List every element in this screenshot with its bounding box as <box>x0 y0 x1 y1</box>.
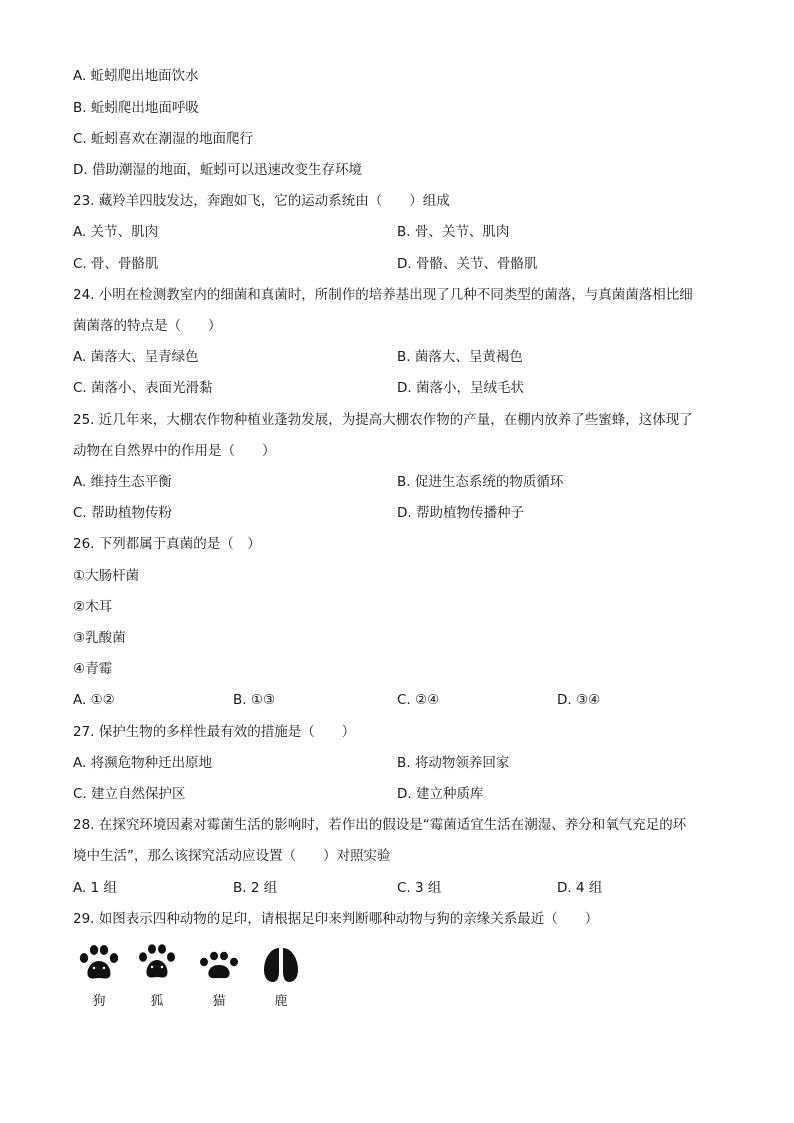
fox-label: 狐 <box>150 994 164 1009</box>
q25-option-b: B. 促进生态系统的物质循环 <box>397 474 564 490</box>
q27-option-b: B. 将动物领养回家 <box>397 755 510 771</box>
q28-option-a: A. 1 组 <box>73 880 117 896</box>
q27-stem: 27. 保护生物的多样性最有效的措施是（ ） <box>73 724 356 740</box>
q28-option-b: B. 2 组 <box>233 880 278 896</box>
q25-option-c: C. 帮助植物传粉 <box>73 505 173 521</box>
q26-item-1: ①大肠杆菌 <box>73 568 140 584</box>
q26-item-2: ②木耳 <box>73 599 113 615</box>
q27-option-c: C. 建立自然保护区 <box>73 786 186 802</box>
q26-option-a: A. ①② <box>73 692 115 708</box>
q24-option-c: C. 菌落小、表面光滑黏 <box>73 380 213 396</box>
q24-stem-line1: 24. 小明在检测教室内的细菌和真菌时，所制作的培养基出现了几种不同类型的菌落，与真菌菌落相比细 <box>73 287 693 303</box>
q29-stem: 29. 如图表示四种动物的足印，请根据足印来判断哪种动物与狗的亲缘关系最近（ ） <box>73 911 599 927</box>
cat-footprint <box>196 944 246 1010</box>
q27-option-a: A. 将濒危物种迁出原地 <box>73 755 213 771</box>
q24-option-a: A. 菌落大、呈青绿色 <box>73 349 199 365</box>
q25-option-d: D. 帮助植物传播种子 <box>397 505 524 521</box>
dog-paw-icon <box>76 944 122 986</box>
q27-option-d: D. 建立种质库 <box>397 786 484 802</box>
q28-option-d: D. 4 组 <box>557 880 603 896</box>
q26-option-d: D. ③④ <box>557 692 601 708</box>
cat-paw-icon <box>196 944 242 986</box>
q26-option-b: B. ①③ <box>233 692 276 708</box>
q28-option-c: C. 3 组 <box>397 880 442 896</box>
q26-stem: 26. 下列都属于真菌的是（ ） <box>73 536 261 552</box>
deer-label: 鹿 <box>274 994 288 1009</box>
q26-option-c: C. ②④ <box>397 692 440 708</box>
deer-footprint <box>258 944 308 1010</box>
deer-hoof-icon <box>258 944 304 986</box>
cat-label: 猫 <box>212 994 226 1009</box>
q22-option-c: C. 蚯蚓喜欢在潮湿的地面爬行 <box>73 131 254 147</box>
fox-footprint <box>134 944 184 1010</box>
footprint-figure <box>72 944 322 1014</box>
q24-option-d: D. 菌落小，呈绒毛状 <box>397 380 524 396</box>
q22-option-a: A. 蚯蚓爬出地面饮水 <box>73 68 199 84</box>
q22-option-d: D. 借助潮湿的地面，蚯蚓可以迅速改变生存环境 <box>73 162 362 178</box>
q25-stem-line1: 25. 近几年来，大棚农作物种植业蓬勃发展，为提高大棚农作物的产量，在棚内放养了些蜜蜂，这体现了 <box>73 412 693 428</box>
q25-stem-line2: 动物在自然界中的作用是（ ） <box>73 443 276 459</box>
q28-stem-line2: 境中生活”，那么该探究活动应设置（ ）对照实验 <box>73 848 391 864</box>
q23-stem: 23. 藏羚羊四肢发达，奔跑如飞，它的运动系统由（ ）组成 <box>73 193 450 209</box>
q26-item-3: ③乳酸菌 <box>73 630 126 646</box>
q23-option-d: D. 骨骼、关节、骨骼肌 <box>397 256 538 272</box>
q25-option-a: A. 维持生态平衡 <box>73 474 172 490</box>
q28-stem-line1: 28. 在探究环境因素对霉菌生活的影响时，若作出的假设是“霉菌适宜生活在潮湿、养分和氧气充足的环 <box>73 817 687 833</box>
q23-option-c: C. 骨、骨骼肌 <box>73 256 159 272</box>
q23-option-a: A. 关节、肌肉 <box>73 224 159 240</box>
q24-stem-line2: 菌菌落的特点是（ ） <box>73 318 222 334</box>
q22-option-b: B. 蚯蚓爬出地面呼吸 <box>73 100 199 116</box>
fox-paw-icon <box>134 944 180 986</box>
dog-label: 狗 <box>92 994 106 1009</box>
q26-item-4: ④青霉 <box>73 661 113 677</box>
q23-option-b: B. 骨、关节、肌肉 <box>397 224 510 240</box>
q24-option-b: B. 菌落大、呈黄褐色 <box>397 349 523 365</box>
dog-footprint <box>76 944 126 1010</box>
